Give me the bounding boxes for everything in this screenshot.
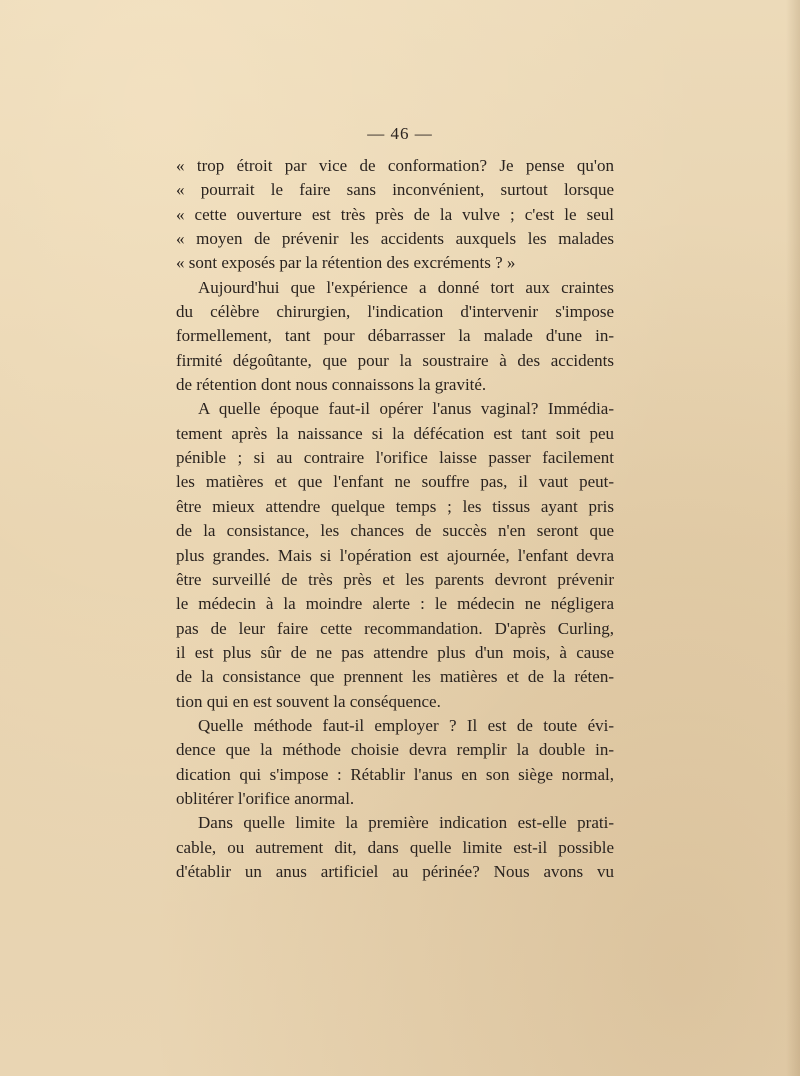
text-line: de la consistance que prennent les matières et de la réten- <box>176 667 614 687</box>
text-line: dence que la méthode choisie devra remplir la double in- <box>176 740 614 760</box>
page-number: — 46 — <box>367 124 433 143</box>
text-line: « trop étroit par vice de conformation? Je pense qu'on <box>176 156 614 175</box>
text-line: plus grandes. Mais si l'opération est ajournée, l'enfant devra <box>176 545 614 565</box>
text-line: Quelle méthode faut-il employer ? Il est de toute évi- <box>198 715 614 735</box>
text-line: être mieux attendre quelque temps ; les tissus ayant pris <box>176 496 614 516</box>
text-line: d'établir un anus artificiel au périnée? Nous avons vu <box>176 861 614 881</box>
text-line: « sont exposés par la rétention des excréments ? » <box>176 253 516 273</box>
text-line: le médecin à la moindre alerte : le médecin ne négligera <box>176 594 614 614</box>
page-edge-shadow <box>786 0 800 1076</box>
text-line: pénible ; si au contraire l'orifice laisse passer facilement <box>176 448 614 468</box>
text-line: du célèbre chirurgien, l'indication d'intervenir s'impose <box>176 302 614 322</box>
text-line: Aujourd'hui que l'expérience a donné tort aux craintes <box>198 277 614 297</box>
text-line: il est plus sûr de ne pas attendre plus d'un mois, à cause <box>176 642 614 662</box>
text-line: tement après la naissance si la défécation est tant soit peu <box>176 423 614 443</box>
text-line: de rétention dont nous connaissons la gravité. <box>176 375 487 395</box>
text-line: A quelle époque faut-il opérer l'anus vaginal? Immédia- <box>198 399 614 419</box>
text-line: Dans quelle limite la première indication est-elle prati- <box>198 813 614 833</box>
text-line: pas de leur faire cette recommandation. D'après Curling, <box>176 618 614 638</box>
text-line: « pourrait le faire sans inconvénient, surtout lorsque <box>176 180 614 200</box>
text-line: dication qui s'impose : Rétablir l'anus en son siège normal, <box>176 764 614 784</box>
text-line: cable, ou autrement dit, dans quelle limite est-il possible <box>176 837 614 857</box>
body-text <box>176 154 614 884</box>
text-line: « moyen de prévenir les accidents auxquels les malades <box>176 229 614 249</box>
text-line: firmité dégoûtante, que pour la soustraire à des accidents <box>176 350 614 370</box>
text-line: « cette ouverture est très près de la vulve ; c'est le seul <box>176 204 614 224</box>
text-line: oblitérer l'orifice anormal. <box>176 788 355 808</box>
text-line: être surveillé de très près et les parents devront prévenir <box>176 569 614 589</box>
text-line: formellement, tant pour débarrasser la malade d'une in- <box>176 326 614 346</box>
text-line: les matières et que l'enfant ne souffre pas, il vaut peut- <box>176 472 614 492</box>
text-line: de la consistance, les chances de succès n'en seront que <box>176 521 614 541</box>
text-line: tion qui en est souvent la conséquence. <box>176 691 441 711</box>
